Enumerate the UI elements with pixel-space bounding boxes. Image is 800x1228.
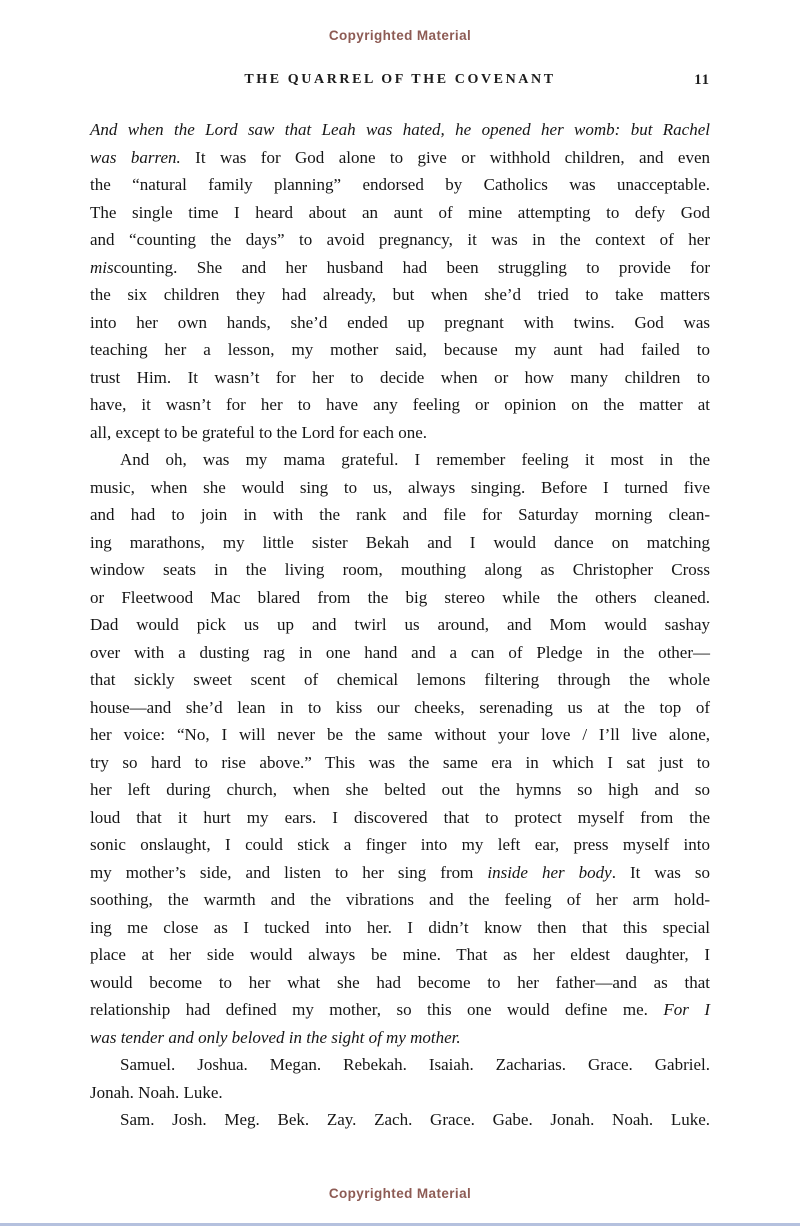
text-segment: would become to her what she had become to her father—and as that: [90, 972, 710, 992]
running-header: [90, 72, 710, 92]
text-line: [90, 116, 710, 144]
text-line: [90, 391, 710, 419]
copyright-notice-top: Copyrighted Material: [328, 28, 472, 43]
text-segment: and “counting the days” to avoid pregnancy, it was in the context of her: [90, 230, 710, 249]
italic-text-segment: was barren.: [90, 147, 181, 167]
text-segment: trust Him. It wasn’t for her to decide when or how many children to: [90, 367, 710, 387]
text-line: [90, 529, 710, 557]
text-line: [90, 336, 710, 364]
text-segment: soothing, the warmth and the vibrations and the feeling of her arm hold-: [90, 890, 710, 909]
text-line: [90, 226, 710, 254]
text-segment: into her own hands, she’d ended up pregnant with twins. God was: [90, 312, 710, 332]
italic-text-segment: mis: [90, 257, 114, 277]
italic-text-segment: inside her body: [487, 862, 612, 882]
text-line: [90, 199, 710, 227]
page-edge-line: [0, 1223, 800, 1226]
chapter-title: THE QUARREL OF THE COVENANT: [244, 72, 556, 87]
text-segment: or Fleetwood Mac blared from the big stereo while the others cleaned.: [90, 587, 710, 607]
text-segment: over with a dusting rag in one hand and a can of Pledge in the other—: [90, 642, 710, 662]
text-line: [90, 254, 710, 282]
text-line: [90, 171, 710, 199]
text-line: [90, 721, 710, 749]
text-segment: Jonah. Noah. Luke.: [90, 1082, 223, 1102]
text-segment: her voice: “No, I will never be the same without your love / I’ll live alone,: [90, 725, 710, 744]
text-segment: and had to join in with the rank and file for Saturday morning clean-: [90, 505, 710, 524]
page-number: 11: [694, 72, 710, 88]
text-line: [90, 556, 710, 584]
text-segment: the six children they had already, but when she’d tried to take matters: [90, 285, 710, 304]
text-line: [90, 831, 710, 859]
text-segment: place at her side would always be mine. That as her eldest daughter, I: [90, 945, 710, 964]
text-segment: Dad would pick us up and twirl us around, and Mom would sashay: [90, 615, 710, 634]
text-line: [90, 1024, 710, 1052]
text-line: [90, 804, 710, 832]
text-segment: counting. She and her husband had been struggling to provide for: [113, 257, 710, 277]
text-line: [90, 969, 710, 997]
text-line: [90, 1079, 710, 1107]
text-segment: It was for God alone to give or withhold children, and even: [180, 147, 711, 167]
text-segment: my mother’s side, and listen to her sing from: [90, 862, 488, 882]
text-line: [90, 281, 710, 309]
body-text: [90, 116, 710, 1134]
copyright-notice-bottom: Copyrighted Material: [328, 1186, 472, 1201]
text-segment: window seats in the living room, mouthing along as Christopher Cross: [90, 560, 710, 579]
text-line: [90, 144, 710, 172]
text-segment: And oh, was my mama grateful. I remember feeling it most in the: [120, 450, 710, 469]
text-segment: her left during church, when she belted out the hymns so high and so: [90, 780, 710, 799]
text-segment: all, except to be grateful to the Lord for each one.: [90, 422, 428, 442]
text-line: [90, 446, 710, 474]
text-segment: ing marathons, my little sister Bekah and I would dance on matching: [90, 532, 710, 552]
text-segment: house—and she’d lean in to kiss our cheeks, serenading us at the top of: [90, 697, 710, 717]
italic-text-segment: And when the Lord saw that Leah was hated, he opened her womb: but Rachel: [90, 120, 710, 139]
text-line: [90, 501, 710, 529]
text-line: [90, 584, 710, 612]
text-segment: . It was so: [611, 862, 710, 882]
text-line: [90, 749, 710, 777]
text-segment: teaching her a lesson, my mother said, because my aunt had failed to: [90, 340, 710, 359]
text-segment: loud that it hurt my ears. I discovered that to protect myself from the: [90, 807, 710, 827]
text-segment: that sickly sweet scent of chemical lemons filtering through the whole: [90, 670, 710, 689]
text-line: [90, 666, 710, 694]
text-line: [90, 309, 710, 337]
text-line: [90, 611, 710, 639]
text-segment: relationship had defined my mother, so this one would define me.: [90, 1000, 664, 1019]
text-line: [90, 941, 710, 969]
text-segment: Samuel. Joshua. Megan. Rebekah. Isaiah. Zacharias. Grace. Gabriel.: [120, 1055, 710, 1074]
text-segment: Sam. Josh. Meg. Bek. Zay. Zach. Grace. Gabe. Jonah. Noah. Luke.: [120, 1110, 710, 1129]
text-segment: try so hard to rise above.” This was the same era in which I sat just to: [90, 752, 710, 772]
text-line: [90, 694, 710, 722]
text-segment: ing me close as I tucked into her. I didn’t know then that this special: [90, 917, 710, 937]
italic-text-segment: For I: [663, 1000, 710, 1019]
text-segment: music, when she would sing to us, always singing. Before I turned five: [90, 477, 710, 497]
text-line: [90, 474, 710, 502]
text-line: [90, 639, 710, 667]
text-line: [90, 914, 710, 942]
text-line: [90, 859, 710, 887]
text-line: [90, 996, 710, 1024]
text-segment: the “natural family planning” endorsed by Catholics was unacceptable.: [90, 175, 710, 194]
text-segment: have, it wasn’t for her to have any feeling or opinion on the matter at: [90, 395, 710, 414]
text-segment: The single time I heard about an aunt of mine attempting to defy God: [90, 202, 710, 222]
text-line: [90, 886, 710, 914]
italic-text-segment: was tender and only beloved in the sight of my mother.: [90, 1027, 461, 1047]
text-line: [90, 1051, 710, 1079]
text-line: [90, 776, 710, 804]
text-line: [90, 419, 710, 447]
text-line: [90, 1106, 710, 1134]
text-segment: sonic onslaught, I could stick a finger into my left ear, press myself into: [90, 835, 710, 854]
text-line: [90, 364, 710, 392]
